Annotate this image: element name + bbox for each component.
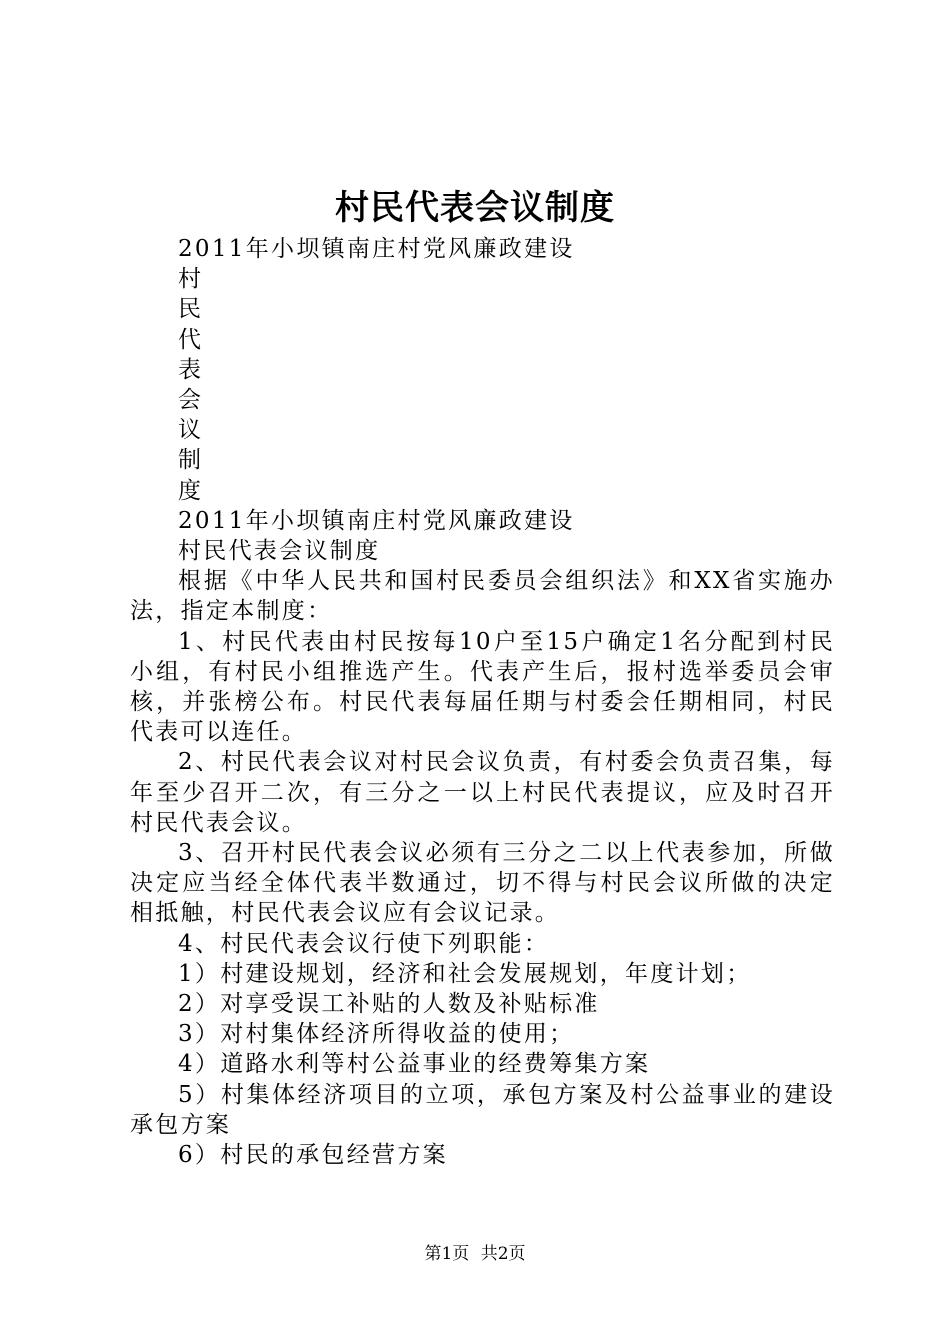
header-line: 2011年小坝镇南庄村党风廉政建设	[178, 507, 575, 534]
header-line: 2011年小坝镇南庄村党风廉政建设	[178, 236, 575, 262]
rule-paragraph: 3、召开村民代表会议必须有三分之二以上代表参加，所做决定应当经全体代表半数通过，切不得与村民会议所做的决定相抵触，村民代表会议应有会议记录。	[130, 840, 835, 927]
vertical-char: 村	[178, 266, 204, 293]
page-number: 第1页	[424, 1244, 470, 1264]
vertical-char: 民	[178, 296, 204, 323]
rule-paragraph: 4、村民代表会议行使下列职能：	[178, 930, 550, 957]
subtitle-line: 村民代表会议制度	[178, 538, 381, 565]
vertical-char: 议	[178, 417, 204, 444]
vertical-char: 度	[178, 477, 204, 504]
vertical-char: 表	[178, 356, 204, 383]
sub-item: 3）对村集体经济所得收益的使用；	[178, 1021, 575, 1048]
vertical-char: 会	[178, 387, 204, 414]
rule-paragraph: 2、村民代表会议对村民会议负责，有村委会负责召集，每年至少召开二次，有三分之一以上村民代表提议，应及时召开村民代表会议。	[130, 749, 835, 836]
page-total: 共2页	[480, 1244, 526, 1264]
vertical-char: 代	[178, 326, 204, 353]
sub-item: 4）道路水利等村公益事业的经费筹集方案	[178, 1051, 651, 1078]
rule-paragraph: 1、村民代表由村民按每10户至15户确定1名分配到村民小组，有村民小组推选产生。代表产生后，报村选举委员会审核，并张榜公布。村民代表每届任期与村委会任期相同，村民代表可以连任。	[130, 628, 835, 746]
vertical-char: 制	[178, 447, 204, 474]
sub-item: 1）村建设规划，经济和社会发展规划，年度计划；	[178, 960, 752, 987]
page-footer	[0, 1243, 950, 1265]
document-body	[130, 234, 835, 1170]
document-title: 村民代表会议制度	[335, 188, 615, 228]
sub-item: 5）村集体经济项目的立项，承包方案及村公益事业的建设承包方案	[130, 1081, 835, 1138]
sub-item: 2）对享受误工补贴的人数及补贴标准	[178, 991, 600, 1018]
sub-item: 6）村民的承包经营方案	[178, 1142, 448, 1169]
intro-paragraph: 根据《中华人民共和国村民委员会组织法》和XX省实施办法，指定本制度：	[130, 568, 835, 625]
